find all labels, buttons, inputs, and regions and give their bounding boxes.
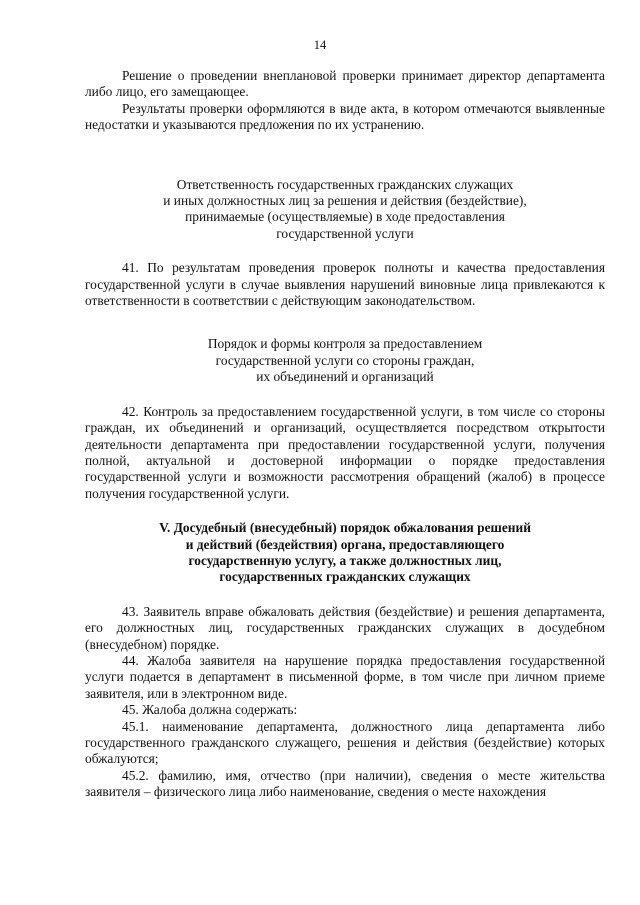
heading-line: государственной услуги xyxy=(276,225,414,241)
heading-control-forms xyxy=(85,336,605,385)
heading-line: Порядок и формы контроля за предоставлением xyxy=(207,336,483,352)
heading-section-v xyxy=(85,520,605,586)
paragraph-unscheduled-inspection: Решение о проведении внеплановой проверки принимает директор департамента либо лицо, его замещающее. xyxy=(85,68,605,100)
paragraph-45-1: 45.1. наименование департамента, должностного лица департамента либо государственного гражданского служащего, решения и действия (бездействие) которых обжалуются; xyxy=(85,718,605,767)
paragraph-44: 44. Жалоба заявителя на нарушение порядка предоставления государственной услуги подается в департамент в письменной форме, в том числе при личном приеме заявителя, или в электронном виде. xyxy=(85,652,605,701)
page-number: 14 xyxy=(313,38,327,52)
paragraph-inspection-results: Результаты проверки оформляются в виде акта, в котором отмечаются выявленные недостатки и указываются предложения по их устранению. xyxy=(85,100,605,133)
heading-line: и действий (бездействия) органа, предоставляющего xyxy=(185,536,505,552)
document-body xyxy=(85,68,605,801)
paragraph-41: 41. По результатам проведения проверок полноты и качества предоставления государственной услуги в случае выявления нарушений виновные лица привлекаются к ответственности в соответствии с действующим законодательством. xyxy=(85,260,605,309)
heading-line: государственных гражданских служащих xyxy=(219,569,471,585)
heading-responsibility xyxy=(85,177,605,243)
heading-line: V. Досудебный (внесудебный) порядок обжалования решений xyxy=(159,520,531,536)
heading-line: государственную услугу, а также должностных лиц, xyxy=(188,552,502,568)
paragraph-45-2: 45.2. фамилию, имя, отчество (при наличии), сведения о месте жительства заявителя – физического лица либо наименование, сведения о месте нахождения xyxy=(85,767,605,800)
paragraph-42: 42. Контроль за предоставлением государственной услуги, в том числе со стороны граждан, их объединений и организаций, осуществляется посредством открытости деятельности департамента при предоставлении государственной услуги, получения полной, актуальной и достоверной информации о порядке предоставления государственной услуги и возможности рассмотрения обращений (жалоб) в процессе получения государственной услуги. xyxy=(85,403,605,501)
heading-line: и иных должностных лиц за решения и действия (бездействие), xyxy=(163,193,527,209)
paragraph-43: 43. Заявитель вправе обжаловать действия (бездействие) и решения департамента, его должностных лиц, государственных гражданских служащих в досудебном (внесудебном) порядке. xyxy=(85,603,605,652)
heading-line: их объединений и организаций xyxy=(256,369,434,385)
heading-line: принимаемые (осуществляемые) в ходе предоставления xyxy=(185,209,505,225)
paragraph-45: 45. Жалоба должна содержать: xyxy=(122,702,298,718)
heading-line: государственной услуги со стороны граждан, xyxy=(215,352,475,368)
heading-line: Ответственность государственных гражданских служащих xyxy=(176,176,514,192)
